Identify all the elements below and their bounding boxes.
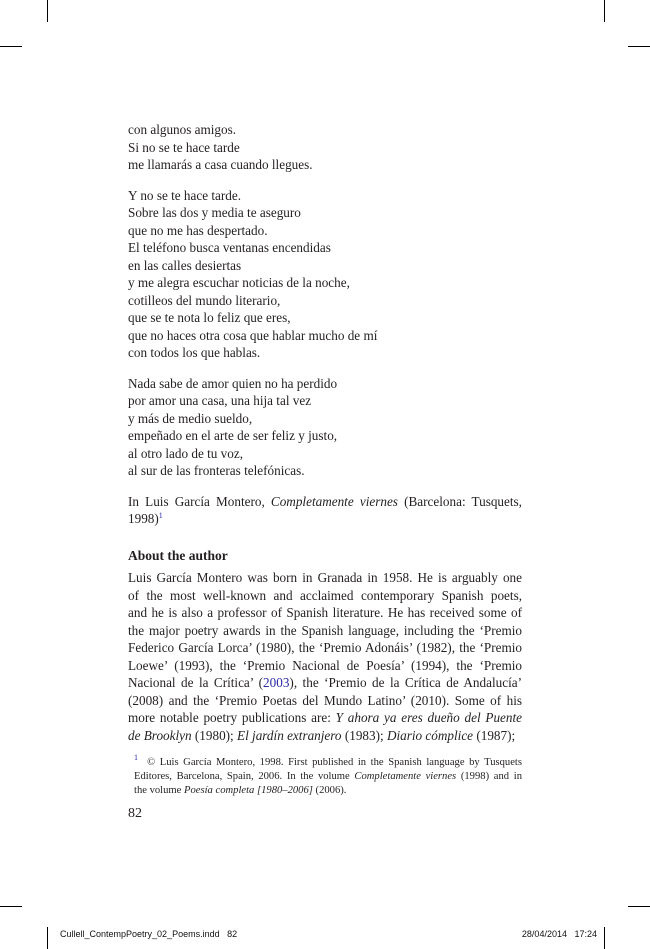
poem-line: y me alegra escuchar noticias de la noche, xyxy=(128,275,350,290)
stanza xyxy=(128,121,522,174)
footnote-ref[interactable]: 1 xyxy=(134,753,138,762)
footnote-line xyxy=(134,770,522,784)
about-paragraph xyxy=(128,569,522,744)
about-line xyxy=(128,674,522,692)
text-run: Poesía completa [1980–2006] xyxy=(184,785,313,796)
text-run: Federico García Lorca’ (1980), the ‘Premio Adonáis’ (1982), the ‘Premio xyxy=(128,640,522,655)
about-line xyxy=(128,639,522,657)
footnote xyxy=(128,753,522,798)
poem-line: empeñado en el arte de ser feliz y justo, xyxy=(128,428,338,443)
crop-mark xyxy=(47,927,48,949)
footnote-ref[interactable]: 1 xyxy=(158,511,163,520)
crop-mark xyxy=(628,906,650,907)
about-line xyxy=(128,657,522,675)
crop-mark xyxy=(0,46,22,47)
poem-line: Y no se te hace tarde. xyxy=(128,187,242,203)
text-run: more notable poetry publications are: xyxy=(128,710,336,725)
text-run: Nacional de la Crítica’ ( xyxy=(128,675,264,690)
poem-line: Sobre las dos y media te aseguro xyxy=(128,205,301,220)
text-run: of the most well-known and acclaimed contemporary Spanish poets, xyxy=(128,587,522,603)
poem-line: me llamarás a casa cuando llegues. xyxy=(128,157,313,172)
slug-file: Cullell_ContempPoetry_02_Poems.indd 82 xyxy=(60,929,238,939)
text-run: (1980); xyxy=(191,727,238,743)
poem xyxy=(128,121,522,480)
crop-mark xyxy=(604,0,605,22)
text-run: Completamente viernes xyxy=(354,771,457,782)
text-run: (2008) and the ‘Premio Poetas del Mundo Latino’ (2010). Some of his xyxy=(128,692,522,708)
about-line xyxy=(128,569,522,587)
text-run: and he is also a professor of Spanish literature. He has received some of xyxy=(128,605,522,620)
crop-mark xyxy=(604,927,605,949)
about-line xyxy=(128,604,522,622)
text-run: Editores, Barcelona, Spain, 2006. In the volume xyxy=(134,771,355,782)
crop-mark xyxy=(628,46,650,47)
text-run: © Luis García Montero, 1998. First published in the Spanish language by Tusquets xyxy=(138,757,522,768)
text-run: (1998) and in xyxy=(456,771,522,782)
poem-line: Nada sabe de amor quien no ha perdido xyxy=(128,375,338,391)
citation xyxy=(128,493,522,528)
text-run: Loewe’ (1993), the ‘Premio Nacional de Poesía’ (1994), the ‘Premio xyxy=(128,657,522,673)
poem-line: con algunos amigos. xyxy=(128,122,237,137)
about-heading: About the author xyxy=(128,547,228,563)
text-run: In Luis García Montero, xyxy=(128,493,271,509)
footnote-line xyxy=(134,784,522,798)
page-number: 82 xyxy=(128,806,142,821)
poem-line: Si no se te hace tarde xyxy=(128,139,240,155)
citation-line xyxy=(128,493,522,511)
text-run: de Brooklyn xyxy=(128,727,192,743)
text-run: the major poetry awards in the Spanish language, including the ‘Premio xyxy=(128,622,522,638)
slug-datetime: 28/04/2014 17:24 xyxy=(521,929,597,939)
poem-line: con todos los que hablas. xyxy=(128,345,261,360)
poem-line: El teléfono busca ventanas encendidas xyxy=(128,240,331,255)
stanza xyxy=(128,375,522,480)
text-run: (1983); xyxy=(341,727,387,743)
about-line xyxy=(128,709,522,727)
page-body xyxy=(128,121,522,822)
text-run: Completamente viernes xyxy=(270,493,398,509)
text-run: El jardín extranjero xyxy=(237,727,342,743)
about-line xyxy=(128,587,522,605)
poem-line: que no me has despertado. xyxy=(128,222,268,238)
poem-line: en las calles desiertas xyxy=(128,257,242,273)
text-run: the volume xyxy=(134,785,185,796)
link[interactable]: 2003 xyxy=(263,675,290,690)
poem-line: al otro lado de tu voz, xyxy=(128,445,243,461)
poem-line: que se te nota lo feliz que eres, xyxy=(128,310,291,325)
text-run: Y ahora ya eres dueño del Puente xyxy=(335,710,522,725)
poem-line: y más de medio sueldo, xyxy=(128,410,253,426)
text-run: (2006). xyxy=(312,785,347,796)
about-line xyxy=(128,727,522,745)
text-run: 1998) xyxy=(128,511,159,526)
text-run: (1987); xyxy=(473,727,516,743)
poem-line: por amor una casa, una hija tal vez xyxy=(128,393,312,408)
poem-line: que no haces otra cosa que hablar mucho de mí xyxy=(128,327,378,343)
stanza xyxy=(128,187,522,362)
crop-mark xyxy=(0,906,22,907)
crop-mark xyxy=(47,0,48,22)
about-line xyxy=(128,692,522,710)
text-run: ), the ‘Premio de la Crítica de Andalucía’ xyxy=(289,675,522,690)
citation-line xyxy=(128,510,522,528)
about-line xyxy=(128,622,522,640)
text-run: Diario cómplice xyxy=(386,727,474,743)
poem-line: cotilleos del mundo literario, xyxy=(128,292,281,308)
text-run: Luis García Montero was born in Granada in 1958. He is arguably one xyxy=(128,570,522,585)
footnote-line xyxy=(134,753,522,770)
poem-line: al sur de las fronteras telefónicas. xyxy=(128,463,305,478)
text-run: (Barcelona: Tusquets, xyxy=(397,493,522,509)
